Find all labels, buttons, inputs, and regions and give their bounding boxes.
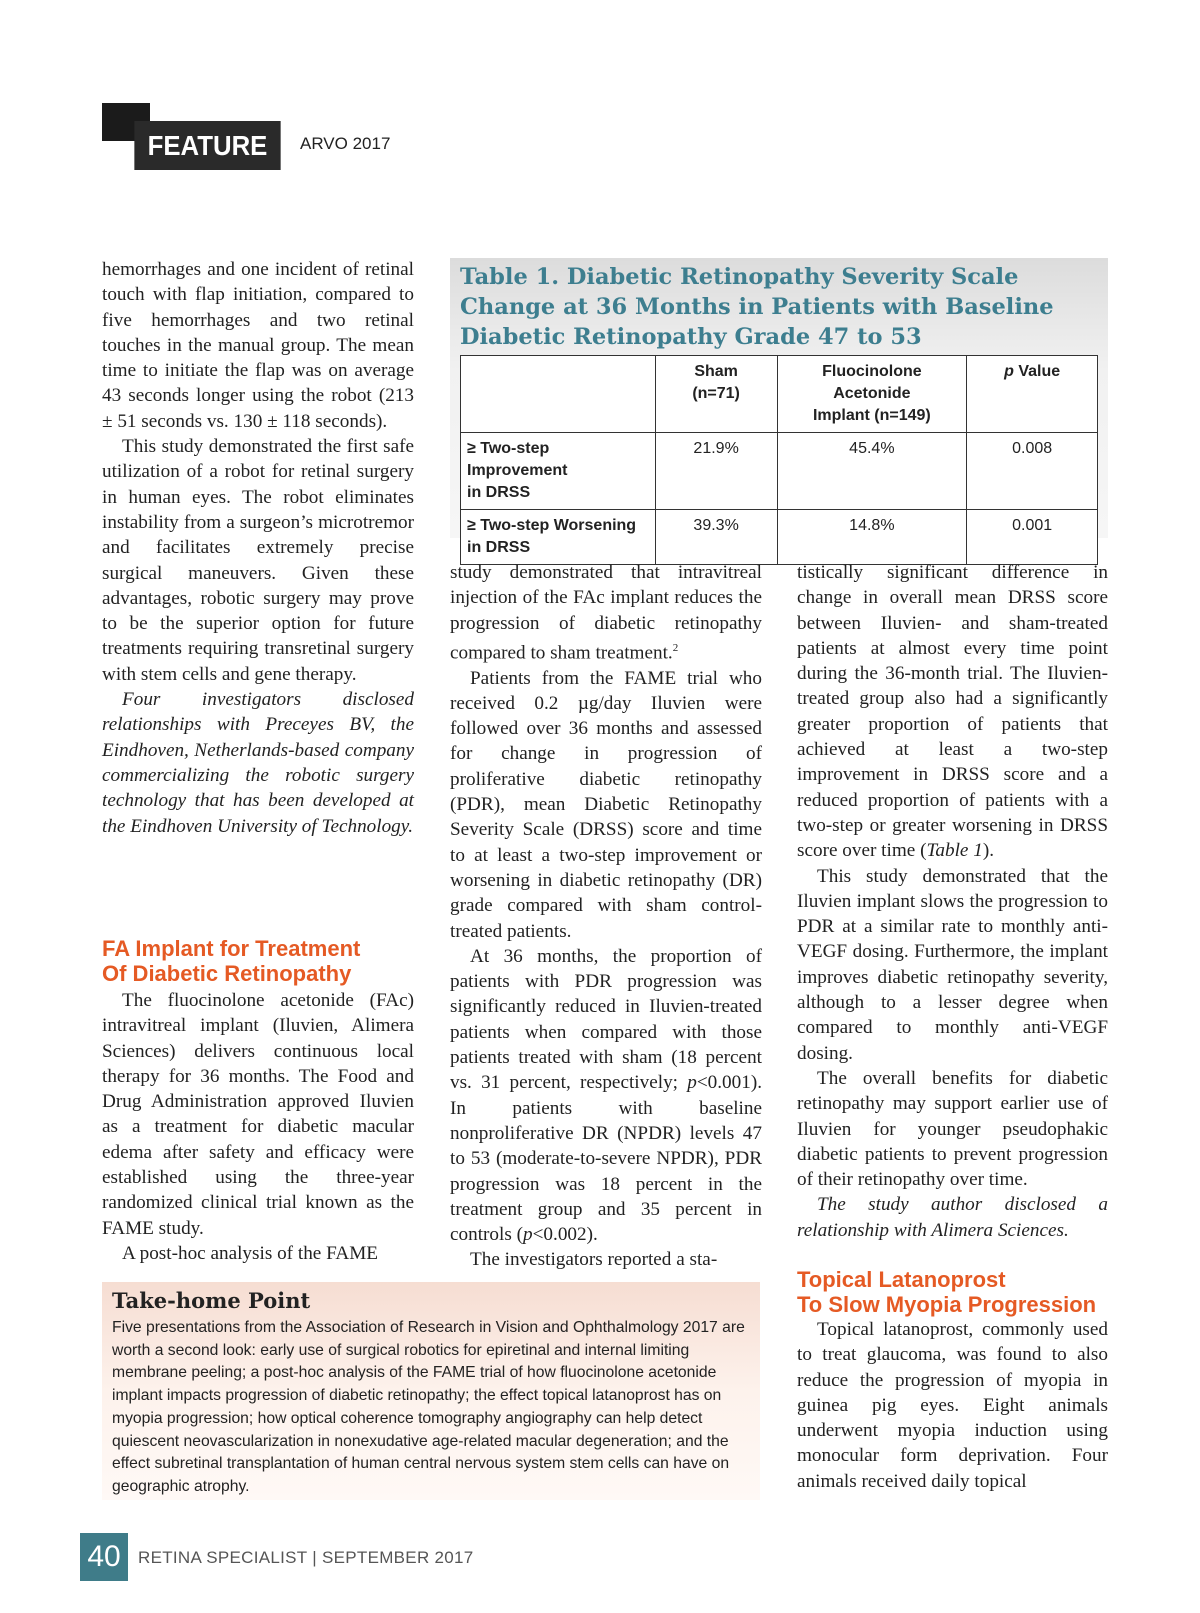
col3-disclosure: The study author disclosed a relationship with Alimera Sciences. <box>797 1194 1108 1241</box>
table-row <box>461 433 1098 510</box>
row-label-line1: ≥ Two-step Worsening <box>467 517 637 534</box>
column-3-continued <box>797 1317 1108 1494</box>
col2-paragraph-4: The investigators reported a sta- <box>470 1249 718 1271</box>
sham-header-line1: Sham <box>694 363 738 380</box>
col3-p1-part-b: ). <box>982 840 994 862</box>
drss-table <box>460 355 1098 565</box>
col1-disclosure: Four investigators disclosed relationships with Preceyes BV, the Eindhoven, Netherlands-based company commercializing the robotic surgery technology that has been developed at the Eindhoven University of Technology. <box>102 689 414 837</box>
takehome-title: Take-home Point <box>112 1288 311 1313</box>
footer-separator: | <box>312 1548 317 1567</box>
footer-text <box>138 1548 474 1568</box>
table-row <box>461 510 1098 565</box>
column-1-continued <box>102 988 414 1266</box>
col2-p3-part-c: <0.002). <box>532 1224 598 1246</box>
table-title-line3: Diabetic Retinopathy Grade 47 to 53 <box>460 324 922 350</box>
column-1 <box>102 257 414 839</box>
p-rest: Value <box>1013 363 1061 380</box>
fa-implant-heading <box>102 936 414 986</box>
table-header-row <box>461 356 1098 433</box>
fac-header-line1: Fluocinolone Acetonide <box>822 363 922 402</box>
fa-implant-heading-line2: Of Diabetic Retinopathy <box>102 961 352 986</box>
column-3 <box>797 560 1108 1243</box>
col3-paragraph-5: Topical latanoprost, commonly used to treat glaucoma, was found to also reduce the progression of myopia in guinea pig eyes. Eight animals underwent myopia induction using monocular form deprivation. Four animals received daily topical <box>797 1319 1108 1492</box>
col1-paragraph-4: The fluocinolone acetonide (FAc) intravitreal implant (Iluvien, Alimera Sciences) delivers continuous local therapy for 36 months. The Food and Drug Administration approved Iluvien as a treatment for diabetic macular edema after safety and efficacy were established using the three-year randomized clinical trial known as the FAME study. <box>102 990 414 1239</box>
row-label-line1: ≥ Two-step Improvement <box>467 440 568 479</box>
cell-fac: 45.4% <box>777 433 967 510</box>
col1-paragraph-2: This study demonstrated the first safe utilization of a robot for retinal surgery in human eyes. The robot eliminates instability from a surgeon’s microtremor and facilitates extremely precise surgical maneuvers. Given these advantages, robotic surgery may prove to be the superior option for future treatments requiring transretinal surgery with stem cells and gene therapy. <box>102 436 414 685</box>
p-italic: p <box>1004 363 1014 380</box>
table-header-sham <box>655 356 777 433</box>
table-reference: Table 1 <box>926 840 983 862</box>
table-header-pvalue <box>967 356 1098 433</box>
table-title-line1: Table 1. Diabetic Retinopathy Severity Scale <box>460 264 1019 290</box>
col3-paragraph-2: This study demonstrated that the Iluvien implant slows the progression to PDR at a similar rate to monthly anti-VEGF dosing. Furthermore, the implant improves diabetic retinopathy severity, although to a lesser degree when compared to monthly anti-VEGF dosing. <box>797 865 1108 1064</box>
p-italic: p <box>523 1224 533 1246</box>
col2-p1-text: study demonstrated that intravitreal injection of the FAc implant reduces the progression of diabetic retinopathy compared to sham treatment. <box>450 562 762 664</box>
column-2 <box>450 560 762 1273</box>
row-label-line2: in DRSS <box>467 484 531 501</box>
latanoprost-heading <box>797 1267 1108 1317</box>
sham-header-line2: (n=71) <box>692 385 740 402</box>
col3-paragraph-3: The overall benefits for diabetic retinopathy may support earlier use of Iluvien for younger pseudophakic diabetic patients to prevent progression of their retinopathy over time. <box>797 1067 1108 1191</box>
col3-p1-part-a: tistically significant difference in change in overall mean DRSS score between Iluvien- and sham-treated patients at almost every time point during the 36-month trial. The Iluvien-treated group also had a significantly greater proportion of patients that achieved at least a two-step improvement in DRSS score and a reduced proportion of patients with a two-step or greater worsening in DRSS score over time ( <box>797 562 1108 862</box>
fa-implant-heading-line1: FA Implant for Treatment <box>102 936 361 961</box>
cell-pvalue: 0.001 <box>967 510 1098 565</box>
latanoprost-heading-line1: Topical Latanoprost <box>797 1267 1006 1292</box>
row-label <box>461 510 656 565</box>
page-number: 40 <box>80 1533 128 1581</box>
col1-paragraph-5: A post-hoc analysis of the FAME <box>122 1242 378 1264</box>
col3-paragraph-1 <box>797 560 1108 864</box>
col2-paragraph-3 <box>450 944 762 1248</box>
footer-issue: SEPTEMBER 2017 <box>321 1548 474 1567</box>
event-label: ARVO 2017 <box>300 134 391 153</box>
col2-p3-part-b: <0.001). In patients with baseline nonproliferative DR (NPDR) levels 47 to 53 (moderate-to-severe NPDR), PDR progression was 18 percent in the treatment group and 35 percent in controls ( <box>450 1072 763 1246</box>
row-label-line2: in DRSS <box>467 539 531 556</box>
table-header-blank <box>461 356 656 433</box>
p-italic: p <box>687 1072 697 1094</box>
table-title-line2: Change at 36 Months in Patients with Baseline <box>460 294 1054 320</box>
latanoprost-heading-line2: To Slow Myopia Progression <box>797 1292 1097 1317</box>
fac-header-line2: Implant (n=149) <box>812 407 931 424</box>
row-label <box>461 433 656 510</box>
footer-publication: RETINA SPECIALIST <box>138 1548 308 1567</box>
cell-fac: 14.8% <box>777 510 967 565</box>
section-label: FEATURE <box>134 121 280 170</box>
takehome-body: Five presentations from the Association of Research in Vision and Ophthalmology 2017 are worth a second look: early use of surgical robotics for epiretinal and internal limiting membrane peeling; a post-hoc analysis of the FAME trial of how fluocinolone acetonide implant impacts progression of diabetic retinopathy; the effect topical latanoprost has on myopia progression; how optical coherence tomography angiography can help detect quiescent neovascularization in nonexudative age-related macular degeneration; and the effect subretinal transplantation of human central nervous system stem cells can have on geographic atrophy. <box>112 1319 745 1495</box>
cell-sham: 39.3% <box>655 510 777 565</box>
col1-paragraph-1: hemorrhages and one incident of retinal touch with flap initiation, compared to five hemorrhages and two retinal touches in the manual group. The mean time to initiate the flap was on average 43 seconds longer using the robot (213 ± 51 seconds vs. 130 ± 118 seconds). <box>102 259 414 432</box>
cell-sham: 21.9% <box>655 433 777 510</box>
table-title <box>460 262 1100 352</box>
reference-superscript: 2 <box>672 641 679 654</box>
col2-paragraph-2: Patients from the FAME trial who received 0.2 µg/day Iluvien were followed over 36 months and assessed for change in progression of proliferative diabetic retinopathy (PDR), mean Diabetic Retinopathy Severity Scale (DRSS) score and time to at least a two-step improvement or worsening in diabetic retinopathy (DR) grade compared with sham control-treated patients. <box>450 667 762 942</box>
col2-p3-part-a: At 36 months, the proportion of patients with PDR progression was significantly reduced in Iluvien-treated patients when compared with those patients treated with sham (18 percent vs. 31 percent, respectively; <box>450 945 762 1094</box>
col2-paragraph-1 <box>450 560 762 666</box>
cell-pvalue: 0.008 <box>967 433 1098 510</box>
table-header-fac <box>777 356 967 433</box>
